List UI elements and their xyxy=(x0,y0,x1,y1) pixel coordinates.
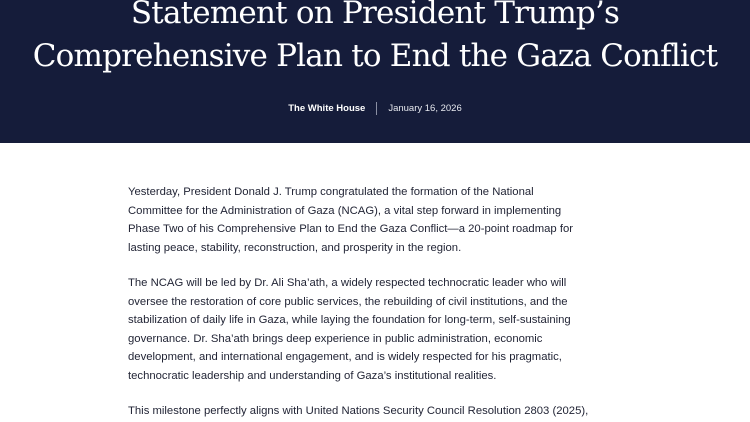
paragraph-line: oversee the restoration of core public services, the rebuilding of civil institutions, and the xyxy=(128,295,568,308)
paragraph-2 xyxy=(128,274,628,385)
paragraph-line: stabilization of daily life in Gaza, while laying the foundation for long-term, self-sustaining xyxy=(128,314,571,326)
paragraph-line: This milestone perfectly aligns with United Nations Security Council Resolution 2803 (2025), xyxy=(128,405,589,417)
paragraph-line: technocratic leadership and understanding of Gaza’s institutional realities. xyxy=(128,369,497,382)
paragraph-1 xyxy=(128,183,628,257)
paragraph-3 xyxy=(128,402,628,421)
publisher-name: The White House xyxy=(288,103,366,114)
article-body xyxy=(128,183,628,422)
paragraph-line: Yesterday, President Donald J. Trump congratulated the formation of the National xyxy=(128,186,534,198)
paragraph-line: governance. Dr. Sha’ath brings deep experience in public administration, economic xyxy=(128,332,543,345)
paragraph-line: The NCAG will be led by Dr. Ali Sha’ath, a widely respected technocratic leader who will xyxy=(128,277,567,289)
byline-divider xyxy=(376,102,377,115)
paragraph-line: Committee for the Administration of Gaza (NCAG), a vital step forward in implementing xyxy=(128,204,562,217)
page-title xyxy=(0,0,750,78)
title-line-1: Statement on President Trump’s xyxy=(130,0,620,31)
byline xyxy=(0,102,750,115)
paragraph-line: Phase Two of his Comprehensive Plan to End the Gaza Conflict—a 20-point roadmap for xyxy=(128,223,574,235)
publish-date: January 16, 2026 xyxy=(388,103,462,114)
paragraph-line: development, and international engagement, and is widely respected for his pragmatic, xyxy=(128,351,562,363)
header-banner xyxy=(0,0,750,143)
title-line-2: Comprehensive Plan to End the Gaza Conflict xyxy=(32,38,718,74)
paragraph-line: lasting peace, stability, reconstruction, and prosperity in the region. xyxy=(128,241,462,254)
